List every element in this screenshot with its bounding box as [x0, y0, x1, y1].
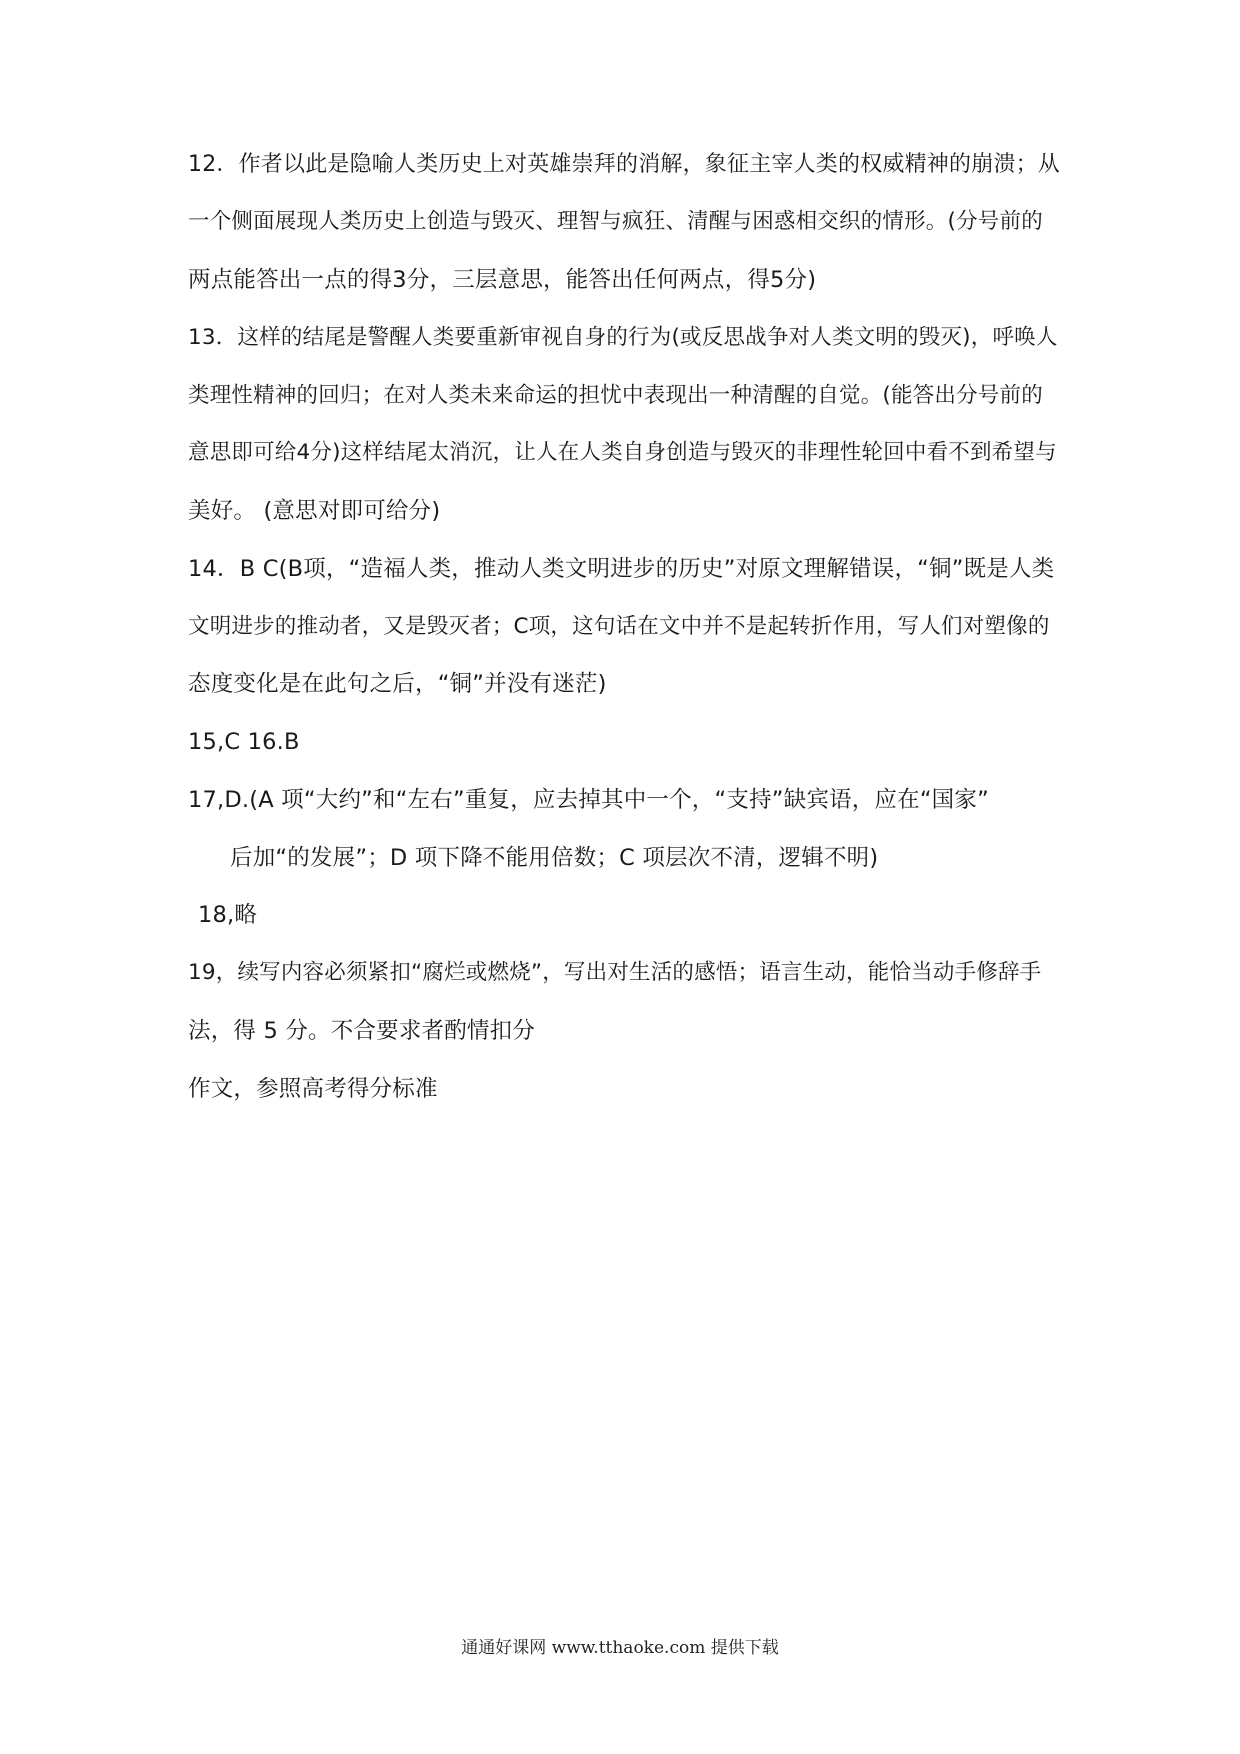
answer-14-line-2: 文明进步的推动者，又是毁灭者；C项，这句话在文中并不是起转折作用，写人们对塑像的	[188, 614, 1050, 639]
answer-14-line-1: 14．B C(B项，“造福人类，推动人类文明进步的历史”对原文理解错误，“铜”既是人类	[188, 556, 1055, 582]
essay-note: 作文，参照高考得分标准	[188, 1076, 438, 1102]
answer-12-line-3: 两点能答出一点的得3分，三层意思，能答出任何两点，得5分)	[188, 267, 817, 293]
answer-19-line-2: 法，得 5 分。不合要求者酌情扣分	[188, 1018, 536, 1044]
answer-14-line-3: 态度变化是在此句之后，“铜”并没有迷茫)	[188, 671, 607, 697]
answer-17-line-2: 后加“的发展”；D 项下降不能用倍数；C 项层次不清，逻辑不明)	[230, 845, 879, 871]
answer-17-line-1: 17,D.(A 项“大约”和“左右”重复，应去掉其中一个，“支持”缺宾语，应在“国家”	[188, 787, 989, 813]
answer-13-line-4: 美好。 (意思对即可给分)	[188, 498, 441, 524]
answer-12-line-1: 12．作者以此是隐喻人类历史上对英雄崇拜的消解，象征主宰人类的权威精神的崩溃；从	[188, 152, 1060, 177]
answer-12-line-2: 一个侧面展现人类历史上创造与毁灭、理智与疯狂、清醒与困惑相交织的情形。(分号前的	[188, 209, 1043, 234]
answer-13-line-3: 意思即可给4分)这样结尾太消沉，让人在人类自身创造与毁灭的非理性轮回中看不到希望与	[188, 440, 1057, 465]
answer-15-16: 15,C 16.B	[188, 729, 300, 755]
answer-19-line-1: 19，续写内容必须紧扣“腐烂或燃烧”，写出对生活的感悟；语言生动，能恰当动手修辞手	[188, 960, 1042, 985]
answer-13-line-2: 类理性精神的回归；在对人类未来命运的担忧中表现出一种清醒的自觉。(能答出分号前的	[188, 383, 1043, 408]
answer-18: 18,略	[198, 902, 258, 928]
page-footer: 通通好课网 www.tthaoke.com 提供下载	[461, 1638, 779, 1658]
answer-13-line-1: 13．这样的结尾是警醒人类要重新审视自身的行为(或反思战争对人类文明的毁灭)，呼唤人	[188, 325, 1058, 350]
